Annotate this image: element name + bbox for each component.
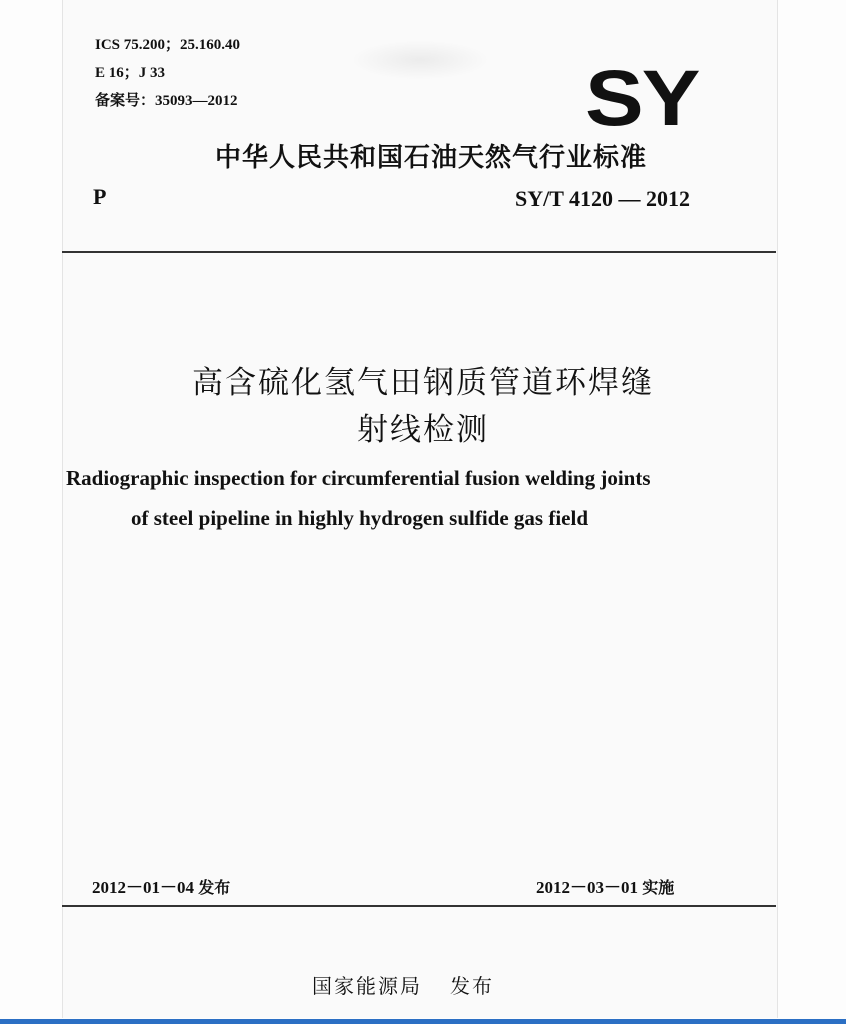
scan-smudge [350,40,490,80]
title-english-line2: of steel pipeline in highly hydrogen sulfide gas field [131,506,589,530]
header-rule [62,251,776,253]
title-chinese-line1: 高含硫化氢气田钢质管道环焊缝 [192,365,654,401]
classification-code: E 16；J 33 [95,65,166,81]
publisher-line [312,970,494,999]
issue-date-line [92,873,230,898]
title-english-line1: Radiographic inspection for circumferential fusion welding joints [66,466,651,490]
p-mark: P [93,184,107,209]
ics-code: ICS 75.200；25.160.40 [95,37,241,53]
sy-logo: SY [585,52,699,142]
implement-date: 2012－03－01 [536,878,638,897]
publisher-name: 国家能源局 [312,974,422,998]
filing-number: 备案号：35093—2012 [95,93,238,109]
issue-date-label: 发布 [198,878,231,897]
implement-date-label: 实施 [642,878,675,897]
bottom-edge-bar [0,1019,846,1024]
standard-category: 中华人民共和国石油天然气行业标准 [215,143,648,173]
footer-rule [62,905,776,907]
standard-number: SY/T 4120 — 2012 [515,186,691,211]
title-chinese-line2: 射线检测 [357,412,489,448]
issue-date: 2012－01－04 [92,878,194,897]
implement-date-line [536,873,674,898]
publisher-label: 发布 [450,974,494,998]
